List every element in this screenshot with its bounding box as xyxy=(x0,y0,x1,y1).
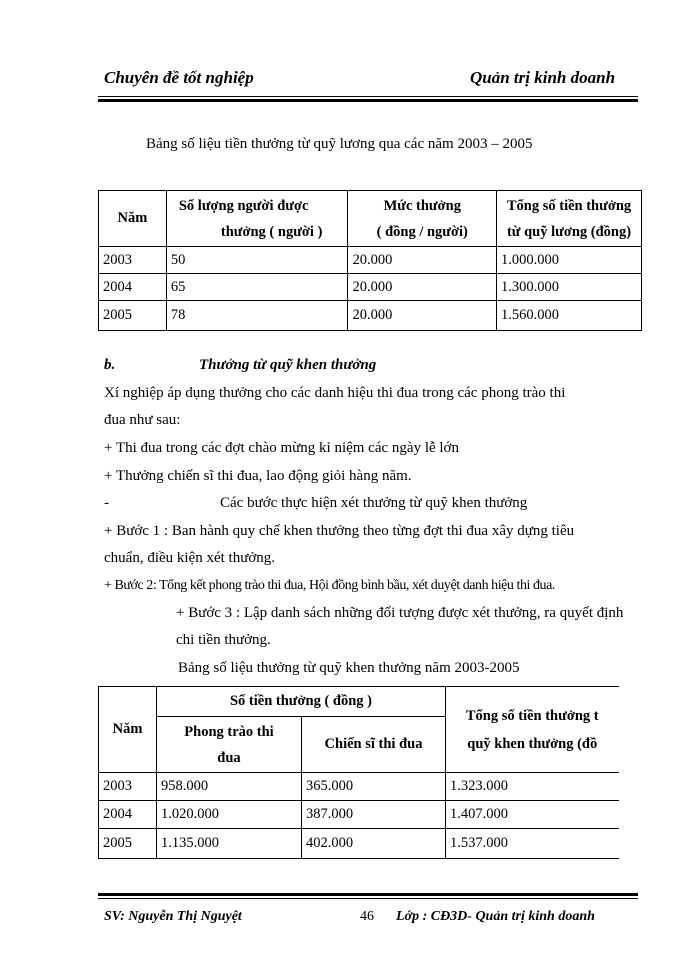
table1-year-cell: 2003 xyxy=(99,247,167,274)
bullet-item: + Thưởng chiến sĩ thi đua, lao động giỏi hàng năm. xyxy=(104,468,412,484)
table-row xyxy=(99,247,642,274)
table-row xyxy=(99,829,619,859)
step1-line1: + Bước 1 : Ban hành quy chế khen thưởng theo từng đợt thi đua xây dựng tiêu xyxy=(104,523,575,539)
page-number: 46 xyxy=(360,909,374,924)
table1-year-cell: 2004 xyxy=(99,274,167,301)
table2-movement-cell: 958.000 xyxy=(157,773,302,801)
section-b-title: Thưởng từ quỹ khen thưởng xyxy=(199,357,377,373)
table-row xyxy=(99,301,642,331)
table2-movement-cell: 1.135.000 xyxy=(157,829,302,859)
step2-line: + Bước 2: Tổng kết phong trào thi đua, Hội đồng bình bầu, xét duyệt danh hiệu thi đua. xyxy=(104,578,555,593)
table1-rate-cell: 20.000 xyxy=(348,301,497,331)
table1-header-year: Năm xyxy=(99,191,167,247)
table1-rate-cell: 20.000 xyxy=(348,274,497,301)
reward-fund-table xyxy=(98,686,619,859)
footer-class: Lớp : CĐ3D- Quản trị kinh doanh xyxy=(396,909,595,924)
table2-header-total: Tổng số tiền thưởng t quỹ khen thưởng (đồ xyxy=(446,687,619,773)
table1-count-cell: 78 xyxy=(166,301,348,331)
table1-total-cell: 1.000.000 xyxy=(497,247,642,274)
bullet-item: + Thi đua trong các đợt chào mừng kỉ niệm các ngày lễ lớn xyxy=(104,440,459,456)
paragraph-intro-line1: Xí nghiệp áp dụng thưởng cho các danh hiệu thi đua trong các phong trào thi xyxy=(104,385,566,401)
header-rule-thin xyxy=(98,96,638,97)
table2-year-cell: 2003 xyxy=(99,773,157,801)
table2-year-cell: 2004 xyxy=(99,801,157,829)
table1-year-cell: 2005 xyxy=(99,301,167,331)
table2-header-movement: Phong trào thi đua xyxy=(157,717,302,773)
paragraph-intro-line2: đua như sau: xyxy=(104,412,181,428)
footer-rule-thick xyxy=(98,893,638,896)
table2-caption: Bảng số liệu thưởng từ quỹ khen thưởng năm 2003-2005 xyxy=(178,660,520,676)
table1-header-rate: Mức thưởng ( đồng / người) xyxy=(348,191,497,247)
table1-rate-cell: 20.000 xyxy=(348,247,497,274)
table1-count-cell: 65 xyxy=(166,274,348,301)
header-right-title: Quản trị kinh doanh xyxy=(470,68,616,87)
table2-total-cell: 1.407.000 xyxy=(446,801,619,829)
table2-header-group: Số tiền thưởng ( đồng ) xyxy=(157,687,446,717)
footer-author: SV: Nguyễn Thị Nguyệt xyxy=(104,909,242,924)
dash-marker: - xyxy=(104,495,109,511)
table2-year-cell: 2005 xyxy=(99,829,157,859)
footer-rule-thin xyxy=(98,898,638,899)
table2-header-year: Năm xyxy=(99,687,157,773)
step1-line2: chuẩn, điều kiện xét thưởng. xyxy=(104,550,276,566)
table2-emulation-cell: 402.000 xyxy=(302,829,446,859)
step3-line2: chi tiền thưởng. xyxy=(176,632,271,648)
table-row xyxy=(99,801,619,829)
table-row xyxy=(99,773,619,801)
table2-total-cell: 1.323.000 xyxy=(446,773,619,801)
table1-count-cell: 50 xyxy=(166,247,348,274)
table1-total-cell: 1.560.000 xyxy=(497,301,642,331)
table1-header-count: Số lượng người được thưởng ( người ) xyxy=(166,191,348,247)
table1-header-total: Tổng số tiền thưởng từ quỹ lương (đồng) xyxy=(497,191,642,247)
table1-caption: Bảng số liệu tiền thưởng từ quỹ lương qua các năm 2003 – 2005 xyxy=(146,136,533,152)
step3-line1: + Bước 3 : Lập danh sách những đối tượng được xét thưởng, ra quyết định xyxy=(176,605,624,621)
steps-title: Các bước thực hiện xét thưởng từ quỹ khen thưởng xyxy=(220,495,528,511)
table2-total-cell: 1.537.000 xyxy=(446,829,619,859)
table2-movement-cell: 1.020.000 xyxy=(157,801,302,829)
header-left-title: Chuyên đề tốt nghiệp xyxy=(104,68,254,87)
section-b-label: b. xyxy=(104,357,116,373)
table-row xyxy=(99,274,642,301)
table2-header-emulation: Chiến sĩ thi đua xyxy=(302,717,446,773)
table2-emulation-cell: 365.000 xyxy=(302,773,446,801)
table1-total-cell: 1.300.000 xyxy=(497,274,642,301)
table2-emulation-cell: 387.000 xyxy=(302,801,446,829)
salary-bonus-table xyxy=(98,190,642,331)
header-rule-thick xyxy=(98,99,638,102)
